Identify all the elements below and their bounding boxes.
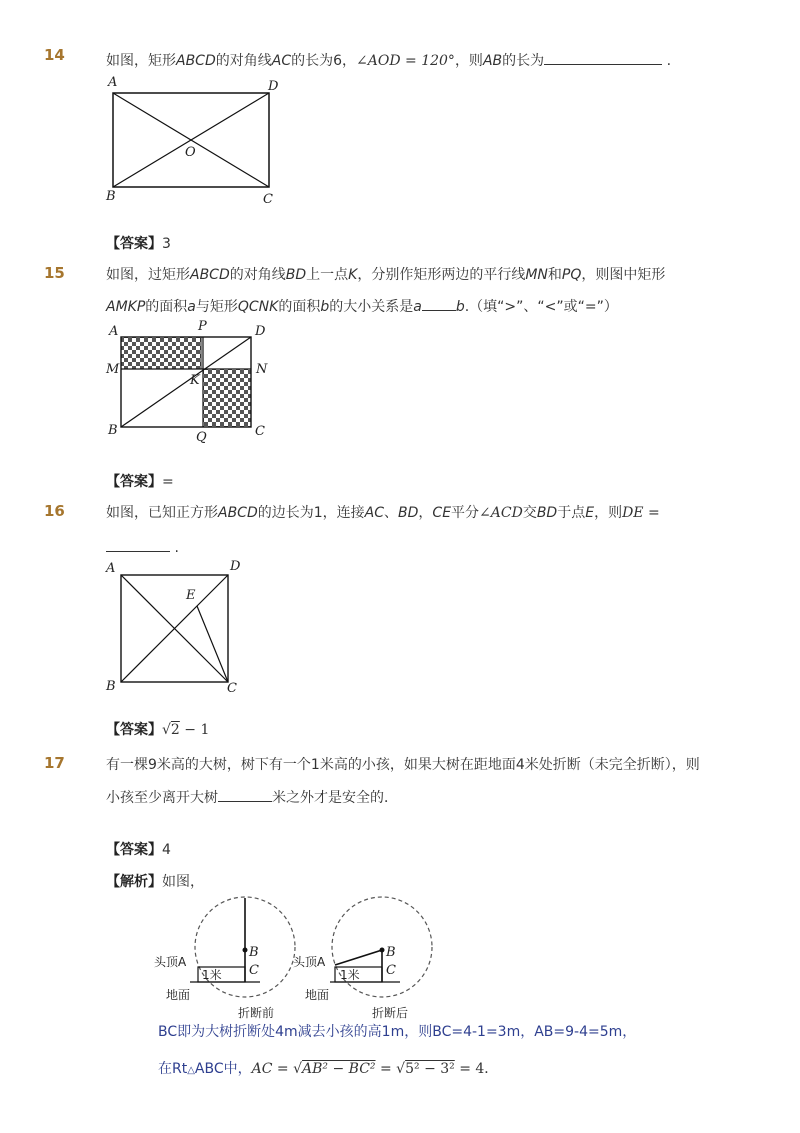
question-number: 17 [44, 754, 65, 772]
answer-value: √2 − 1 [162, 722, 210, 738]
label-b: B [106, 189, 116, 204]
text: − 1 [179, 722, 210, 738]
label-c: C [263, 192, 273, 207]
label-m: M [106, 362, 120, 377]
question-number: 16 [44, 502, 65, 520]
var: QCNK [237, 299, 279, 315]
radicand: 5² − 3² [405, 1061, 455, 1077]
label-head-after: 头顶A [293, 955, 326, 969]
question-16-blank-line [106, 537, 179, 558]
text: 于点 [557, 505, 586, 521]
sqrt-expression: √5² − 3² [396, 1061, 455, 1077]
text: 和 [547, 267, 562, 283]
label-ground: 地面 [166, 988, 191, 1002]
answer-16 [106, 719, 209, 739]
radicand: AB² − BC² [302, 1061, 376, 1077]
text: ，则 [454, 53, 483, 69]
text: 上一点 [306, 267, 349, 283]
label-d: D [268, 79, 279, 94]
label-after: 折断后 [372, 1006, 409, 1020]
answer-14 [106, 233, 171, 253]
var: BD [398, 505, 419, 521]
var: K [348, 267, 358, 283]
var: CE [432, 505, 452, 521]
math-expression: ∠AOD = 120° [356, 53, 455, 69]
text: .（填“>”、“<”或“=”） [464, 299, 618, 315]
question-number: 14 [44, 46, 65, 64]
rectangle-diagram-15 [100, 318, 280, 448]
label-q: Q [196, 430, 207, 445]
label-b: B [108, 423, 118, 438]
solution-line-2 [158, 1058, 498, 1078]
answer-blank [544, 50, 662, 65]
question-17-line-1: 有一棵9米高的大树，树下有一个1米高的小孩，如果大树在距地面4米处折断（未完全折断），则 [106, 757, 700, 773]
text: 、 [384, 505, 399, 521]
fallen-top [335, 950, 382, 965]
answer-tag: 【答案】 [106, 236, 162, 252]
text: 如图，矩形 [106, 53, 176, 69]
label-c: C [227, 681, 237, 696]
var: ABCD [190, 267, 230, 283]
text: 的边长为1，连接 [257, 505, 365, 521]
text: 与矩形 [195, 299, 238, 315]
var: AMKP [106, 299, 146, 315]
text: 小孩至少离开大树 [106, 790, 218, 806]
label-b: B [106, 679, 116, 694]
text: ABC中， [194, 1061, 252, 1077]
question-number: 15 [44, 264, 65, 282]
point-b [243, 948, 248, 953]
math-expression: ∠ACD [479, 505, 523, 521]
question-14-text [106, 50, 671, 71]
text: 的大小关系是 [329, 299, 414, 315]
text: 的面积 [278, 299, 321, 315]
text: . [666, 53, 672, 69]
label-n: N [256, 362, 268, 377]
label-c: C [249, 963, 259, 978]
analysis-tag: 【解析】 [106, 874, 162, 890]
answer-tag: 【答案】 [106, 842, 162, 858]
label-a: A [106, 561, 116, 576]
label-d: D [255, 324, 266, 339]
label-e: E [186, 588, 196, 603]
text: ，则 [594, 505, 623, 521]
rectangle-diagram-14 [100, 72, 290, 210]
text: = 4． [454, 1061, 499, 1077]
text: ，则图中矩形 [581, 267, 666, 283]
var: AB [482, 53, 503, 69]
label-d: D [230, 559, 241, 574]
sqrt-expression: √AB² − BC² [293, 1061, 376, 1077]
label-b-after: B [386, 945, 396, 960]
text: 的对角线 [229, 267, 286, 283]
answer-blank [422, 296, 456, 311]
shaded-rectangle-qcnk [203, 369, 251, 427]
question-16-text [106, 503, 660, 523]
label-ground-after: 地面 [305, 988, 330, 1002]
var: MN [525, 267, 548, 283]
text: ， [418, 505, 433, 521]
radicand: 2 [170, 722, 180, 738]
text: 的长为 [502, 53, 545, 69]
question-17-line-2 [106, 787, 398, 808]
text: 的对角线 [215, 53, 272, 69]
label-k: K [190, 373, 200, 388]
text: 如图，过矩形 [106, 267, 190, 283]
point-b-after [380, 948, 385, 953]
question-15-line-2 [106, 296, 618, 317]
answer-value: 3 [162, 236, 171, 252]
tree-diagram-17 [150, 892, 450, 1022]
label-one-meter-after: 1米 [340, 968, 360, 982]
var: BD [285, 267, 307, 283]
text: 平分 [451, 505, 480, 521]
text: = [375, 1061, 397, 1077]
label-a: A [109, 324, 119, 339]
solution-line-1: BC即为大树折断处4m减去小孩的高1m，则BC=4-1=3m，AB=9-4=5m， [158, 1024, 637, 1040]
answer-17 [106, 839, 171, 859]
var: AC [364, 505, 385, 521]
square-diagram-16 [100, 556, 260, 696]
text: ，分别作矩形两边的平行线 [357, 267, 526, 283]
var: ABCD [176, 53, 216, 69]
text: 交 [522, 505, 537, 521]
var: BD [536, 505, 558, 521]
analysis-17 [106, 871, 204, 891]
label-head: 头顶A [154, 955, 187, 969]
var: PQ [561, 267, 582, 283]
label-p: P [198, 319, 207, 334]
var: ABCD [218, 505, 258, 521]
triangle-symbol: △ [187, 1065, 195, 1076]
label-c: C [255, 424, 265, 439]
shaded-rectangle-amkp [121, 337, 201, 369]
var: a [413, 299, 422, 315]
var: AC [271, 53, 292, 69]
text: 如图，已知正方形 [106, 505, 218, 521]
answer-blank [218, 787, 272, 802]
answer-tag: 【答案】 [106, 722, 162, 738]
label-a: A [108, 75, 118, 90]
text: . [174, 540, 179, 556]
answer-value: = [162, 474, 174, 490]
math-expression: DE = [622, 505, 660, 521]
label-c-after: C [386, 963, 396, 978]
var: a [187, 299, 196, 315]
answer-15 [106, 471, 174, 491]
analysis-text: 如图， [162, 874, 204, 890]
text: 在Rt [158, 1061, 188, 1077]
answer-value: 4 [162, 842, 171, 858]
segment-ce [197, 606, 228, 682]
var: E [585, 505, 595, 521]
label-before: 折断前 [238, 1006, 275, 1020]
answer-tag: 【答案】 [106, 474, 162, 490]
question-15-line-1 [106, 265, 665, 285]
label-one-meter: 1米 [202, 968, 222, 982]
answer-blank [106, 537, 170, 552]
label-b: B [249, 945, 259, 960]
label-o: O [185, 145, 196, 160]
var: b [320, 299, 330, 315]
text: 的面积 [145, 299, 188, 315]
var: b [455, 299, 465, 315]
text: 的长为6， [291, 53, 357, 69]
text: 米之外才是安全的． [272, 790, 398, 806]
math-expression: AC = [251, 1061, 294, 1077]
